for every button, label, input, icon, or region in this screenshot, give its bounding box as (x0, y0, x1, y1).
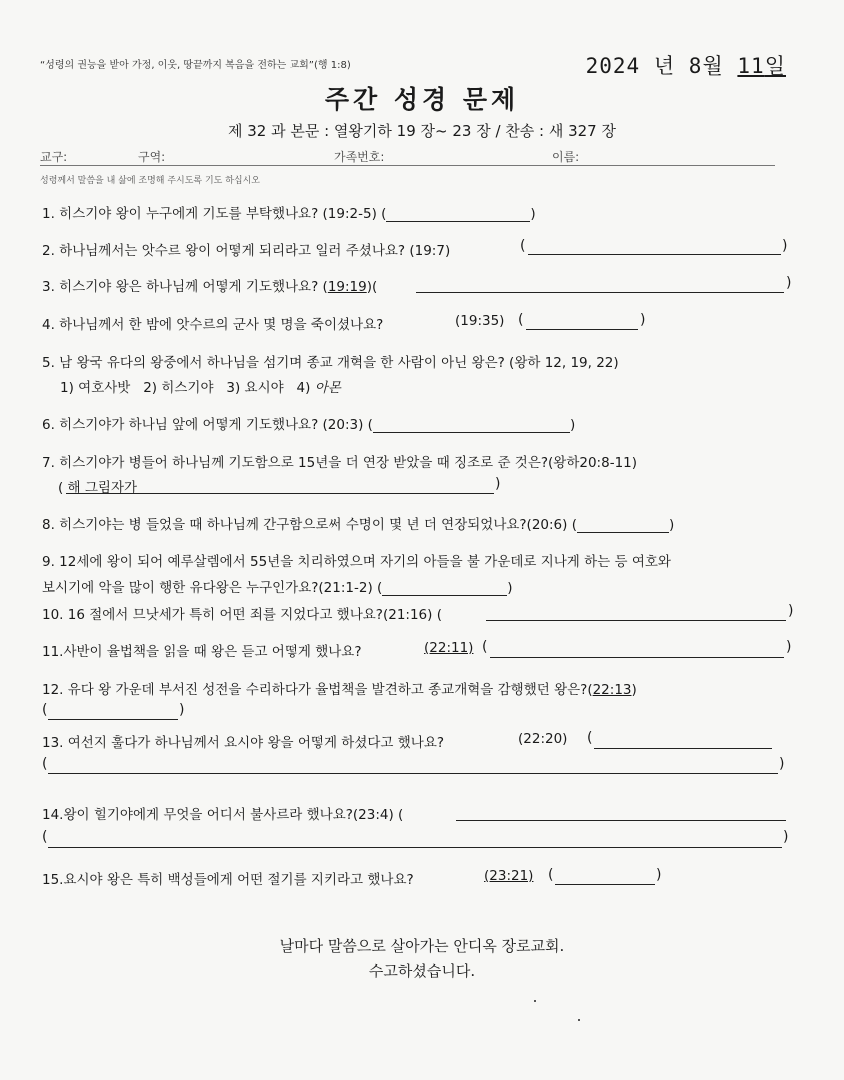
answer-blank[interactable] (594, 748, 772, 749)
question-text: 12. 유다 왕 가운데 부서진 성전을 수리하다가 율법책을 발견하고 종교개혁을 감행했던 왕은?( (42, 682, 593, 698)
date-day-unit: 일 (764, 54, 786, 78)
question-3: 3. 히스기야 왕은 하나님께 어떻게 기도했나요? (19:19)( (42, 279, 378, 295)
question-text: 4. 하나님께서 한 밤에 앗수르의 군사 몇 명을 죽이셨나요? (42, 317, 384, 333)
question-text: 6. 히스기야가 하나님 앞에 어떻게 기도했나요? (20:3) ( (42, 417, 373, 433)
answer-blank[interactable] (526, 329, 638, 330)
question-10 (42, 603, 442, 623)
question-11: 11.사반이 율법책을 읽을 때 왕은 듣고 어떻게 했나요? (42, 644, 362, 660)
question-7: 7. 히스기야가 병들어 하나님께 기도함으로 15년을 더 연장 받았을 때 징조로 준 것은?(왕하20:8-11) (42, 455, 638, 471)
answer-blank[interactable] (66, 493, 494, 494)
lesson-subtitle: 제 32 과 본문 : 열왕기하 19 장~ 23 장 / 찬송 : 새 327 장 (227, 122, 616, 140)
answer-blank[interactable] (382, 581, 507, 596)
question-text: 2. 하나님께서는 앗수르 왕이 어떻게 되리라고 일러 주셨나요? (19:7) (42, 243, 451, 259)
question-12: 12. 유다 왕 가운데 부서진 성전을 수리하다가 율법책을 발견하고 종교개혁을 감행했던 왕은?(22:13) (42, 682, 637, 698)
question-14 (42, 803, 403, 823)
prayer-note: 성령께서 말씀을 내 삶에 조명해 주시도록 기도 하십시오 (40, 176, 260, 186)
answer-blank-2[interactable] (48, 773, 778, 774)
answer-blank-2[interactable] (48, 847, 782, 848)
worksheet-date (586, 50, 786, 80)
handwritten-answer: ( 해 그림자가 (58, 480, 138, 496)
speck (534, 1000, 536, 1002)
answer-blank[interactable] (555, 884, 655, 885)
option-2: 2) 히스기야 (143, 380, 214, 396)
date-year: 2024 (585, 54, 641, 78)
name-label: 이름: (552, 150, 580, 164)
question-text: 10. 16 절에서 므낫세가 특히 어떤 죄를 지었다고 했나요?(21:16) ( (42, 607, 442, 623)
family-number-label: 가족번호: (334, 150, 385, 164)
question-9: 9. 12세에 왕이 되어 예루살렘에서 55년을 치리하였으며 자기의 아들을 불 가운데로 지나게 하는 등 여호와 (42, 554, 671, 570)
question-6: 6. 히스기야가 하나님 앞에 어떻게 기도했나요? (20:3) ( ) (42, 417, 576, 433)
answer-blank[interactable] (528, 254, 781, 255)
info-fields (40, 148, 775, 166)
question-1: 1. 히스기야 왕이 누구에게 기도를 부탁했나요? (19:2-5) ( ) (42, 206, 536, 222)
question-9-cont: 보시기에 악을 많이 행한 유다왕은 누구인가요?(21:1-2) ( ) (42, 580, 513, 596)
question-text: 8. 히스기야는 병 들었을 때 하나님께 간구함으로써 수명이 몇 년 더 연장되었나요?(20:6) ( (42, 517, 577, 533)
answer-blank[interactable] (386, 207, 530, 222)
answer-blank[interactable] (456, 820, 786, 821)
question-5: 5. 남 왕국 유다의 왕중에서 하나님을 섬기며 종교 개혁을 한 사람이 아닌 왕은? (왕하 12, 19, 22) (42, 355, 619, 371)
footer-line-1: 날마다 말씀으로 살아가는 안디옥 장로교회. (279, 937, 565, 955)
parish-label: 교구: (40, 150, 68, 164)
district-label: 구역: (138, 150, 166, 164)
question-text: 14.왕이 힐기야에게 무엇을 어디서 불사르라 했나요?(23:4) ( (42, 807, 404, 823)
handwritten-answer: 아몬 (314, 380, 341, 396)
question-5-options (60, 376, 341, 396)
speck (578, 1019, 580, 1021)
answer-blank[interactable] (577, 518, 669, 533)
footer-line-2: 수고하셨습니다. (368, 962, 476, 980)
option-4: 4) (296, 380, 311, 396)
answer-blank[interactable] (373, 418, 570, 433)
church-motto: “성령의 권능을 받아 가정, 이웃, 땅끝까지 복음을 전하는 교회”(행 1:8) (40, 60, 351, 71)
date-day: 11 (737, 54, 765, 78)
answer-blank[interactable] (486, 620, 786, 621)
question-15-ref: (23:21) (484, 868, 534, 884)
question-text: 1. 히스기야 왕이 누구에게 기도를 부탁했나요? (19:2-5) ( (42, 206, 387, 222)
date-year-unit: 년 (653, 54, 676, 78)
option-1: 1) 여호사밧 (60, 380, 131, 396)
question-13-ref: (22:20) (518, 731, 568, 747)
question-8: 8. 히스기야는 병 들었을 때 하나님께 간구함으로써 수명이 몇 년 더 연장되었나요?(20:6) ( ) (42, 517, 675, 533)
question-13: 13. 여선지 훌다가 하나님께서 요시야 왕을 어떻게 하셨다고 했나요? (42, 735, 445, 751)
question-15: 15.요시야 왕은 특히 백성들에게 어떤 절기를 지키라고 했나요? (42, 872, 414, 888)
question-11-ref: (22:11) (424, 640, 474, 656)
date-month-unit: 월 (702, 54, 724, 78)
date-month: 8 (688, 54, 703, 78)
question-4 (42, 313, 383, 333)
option-3: 3) 요시야 (226, 380, 284, 396)
question-2 (42, 239, 450, 259)
page-title: 주간 성경 문제 (324, 85, 520, 114)
answer-blank[interactable] (48, 719, 178, 720)
answer-blank[interactable] (416, 292, 784, 293)
question-4-ref: (19:35) (455, 313, 505, 329)
answer-blank[interactable] (490, 657, 784, 658)
